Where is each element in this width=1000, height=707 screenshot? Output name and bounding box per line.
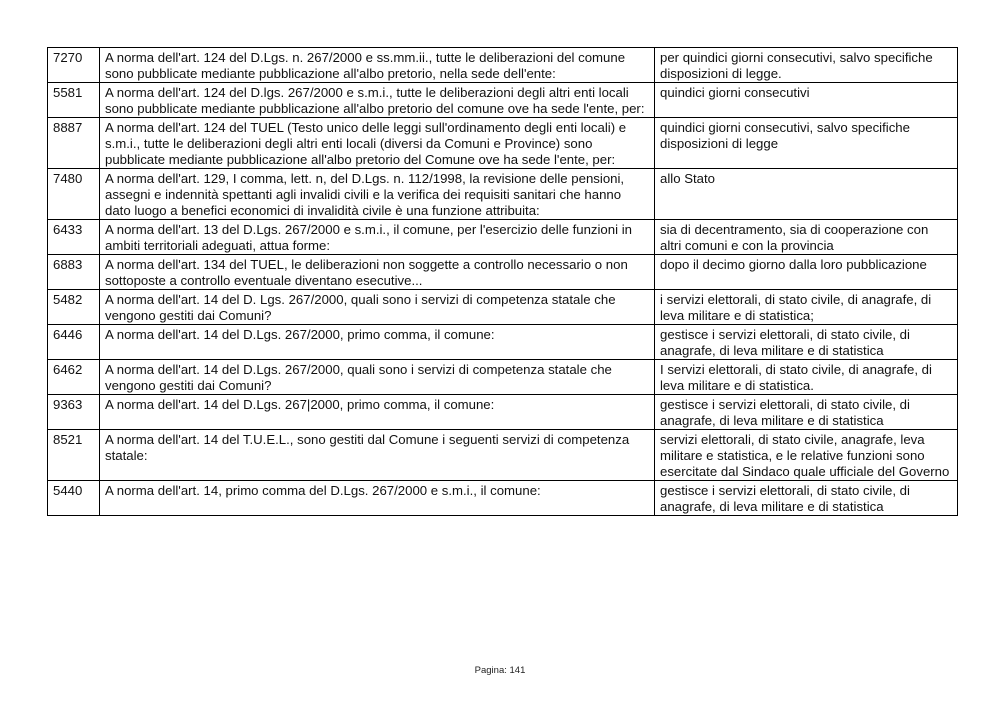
answer-text: allo Stato — [655, 169, 958, 220]
answer-text: servizi elettorali, di stato civile, anagrafe, leva militare e statistica, e le relative funzioni sono esercitate dal Sindaco quale ufficiale del Governo — [655, 430, 958, 481]
answer-text: quindici giorni consecutivi — [655, 83, 958, 118]
table-row — [48, 481, 958, 516]
question-id: 7480 — [48, 169, 100, 220]
question-table — [47, 47, 958, 516]
question-text: A norma dell'art. 14, primo comma del D.Lgs. 267/2000 e s.m.i., il comune: — [100, 481, 655, 516]
question-id: 7270 — [48, 48, 100, 83]
table-row — [48, 360, 958, 395]
table-row — [48, 395, 958, 430]
answer-text: quindici giorni consecutivi, salvo specifiche disposizioni di legge — [655, 118, 958, 169]
answer-text: gestisce i servizi elettorali, di stato civile, di anagrafe, di leva militare e di statistica — [655, 325, 958, 360]
question-id: 9363 — [48, 395, 100, 430]
question-text: A norma dell'art. 14 del D.Lgs. 267/2000, quali sono i servizi di competenza statale che vengono gestiti dai Comuni? — [100, 360, 655, 395]
question-text: A norma dell'art. 14 del D.Lgs. 267/2000, primo comma, il comune: — [100, 325, 655, 360]
table-row — [48, 430, 958, 481]
question-text: A norma dell'art. 14 del T.U.E.L., sono gestiti dal Comune i seguenti servizi di competenza statale: — [100, 430, 655, 481]
answer-text: sia di decentramento, sia di cooperazione con altri comuni e con la provincia — [655, 220, 958, 255]
table-row — [48, 83, 958, 118]
question-text: A norma dell'art. 124 del D.lgs. 267/2000 e s.m.i., tutte le deliberazioni degli altri enti locali sono pubblicate mediante pubblicazione all'albo pretorio del comune ove ha sede l'ente, per: — [100, 83, 655, 118]
table-row — [48, 118, 958, 169]
question-text: A norma dell'art. 124 del TUEL (Testo unico delle leggi sull'ordinamento degli enti locali) e s.m.i., tutte le deliberazioni degli altri enti locali (diversi da Comuni e Province) sono pubblicate mediante pubblicazione all'albo pretorio del Comune ove ha sede l'ente, per: — [100, 118, 655, 169]
question-text: A norma dell'art. 129, I comma, lett. n, del D.Lgs. n. 112/1998, la revisione delle pensioni, assegni e indennità spettanti agli invalidi civili e la verifica dei requisiti sanitari che hanno dato luogo a benefici economici di invalidità civile è una funzione attribuita: — [100, 169, 655, 220]
answer-text: gestisce i servizi elettorali, di stato civile, di anagrafe, di leva militare e di statistica — [655, 481, 958, 516]
question-text: A norma dell'art. 134 del TUEL, le deliberazioni non soggette a controllo necessario o non sottoposte a controllo eventuale diventano esecutive... — [100, 255, 655, 290]
question-id: 6433 — [48, 220, 100, 255]
table-row — [48, 325, 958, 360]
question-id: 5482 — [48, 290, 100, 325]
table-row — [48, 255, 958, 290]
question-text: A norma dell'art. 14 del D. Lgs. 267/2000, quali sono i servizi di competenza statale che vengono gestiti dai Comuni? — [100, 290, 655, 325]
answer-text: gestisce i servizi elettorali, di stato civile, di anagrafe, di leva militare e di statistica — [655, 395, 958, 430]
question-id: 6462 — [48, 360, 100, 395]
table-row — [48, 220, 958, 255]
answer-text: i servizi elettorali, di stato civile, di anagrafe, di leva militare e di statistica; — [655, 290, 958, 325]
table-row — [48, 169, 958, 220]
question-id: 8521 — [48, 430, 100, 481]
question-id: 5581 — [48, 83, 100, 118]
question-id: 6446 — [48, 325, 100, 360]
question-text: A norma dell'art. 14 del D.Lgs. 267|2000, primo comma, il comune: — [100, 395, 655, 430]
question-id: 8887 — [48, 118, 100, 169]
table-row — [48, 290, 958, 325]
answer-text: dopo il decimo giorno dalla loro pubblicazione — [655, 255, 958, 290]
answer-text: I servizi elettorali, di stato civile, di anagrafe, di leva militare e di statistica. — [655, 360, 958, 395]
page-number: Pagina: 141 — [474, 665, 526, 676]
table-row — [48, 48, 958, 83]
question-text: A norma dell'art. 13 del D.Lgs. 267/2000 e s.m.i., il comune, per l'esercizio delle funzioni in ambiti territoriali adeguati, attua forme: — [100, 220, 655, 255]
question-id: 5440 — [48, 481, 100, 516]
question-id: 6883 — [48, 255, 100, 290]
question-text: A norma dell'art. 124 del D.Lgs. n. 267/2000 e ss.mm.ii., tutte le deliberazioni del comune sono pubblicate mediante pubblicazione all'albo pretorio, nella sede dell'ente: — [100, 48, 655, 83]
answer-text: per quindici giorni consecutivi, salvo specifiche disposizioni di legge. — [655, 48, 958, 83]
